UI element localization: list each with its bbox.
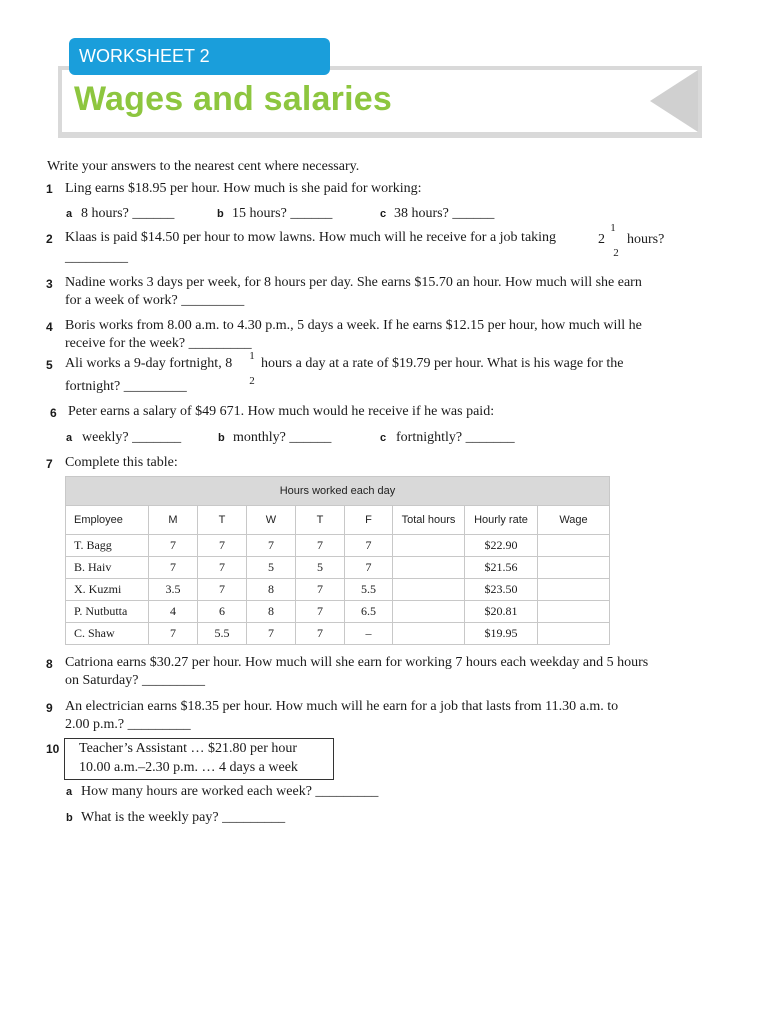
- question-text: Ali works a 9-day fortnight, 8: [65, 356, 233, 371]
- question-number: 1: [46, 182, 53, 196]
- column-header: Total hours: [393, 506, 465, 535]
- mixed-number-whole: 2: [598, 232, 605, 247]
- table-row: [66, 623, 610, 645]
- column-header: Wage: [538, 506, 610, 535]
- part-text: 8 hours? ______: [81, 206, 175, 221]
- total-hours-cell: [393, 623, 465, 645]
- column-header: T: [296, 506, 345, 535]
- wage-cell: [538, 623, 610, 645]
- part-label: b: [66, 812, 73, 824]
- question-number: 3: [46, 277, 53, 291]
- hours-cell: 7: [296, 623, 345, 645]
- wage-cell: [538, 601, 610, 623]
- worksheet-label: WORKSHEET 2: [69, 38, 330, 75]
- table-row: [66, 557, 610, 579]
- part-text: monthly? ______: [233, 430, 332, 445]
- hours-cell: 7: [149, 535, 198, 557]
- question-text: Klaas is paid $14.50 per hour to mow lawns. How much will he receive for a job taking: [65, 230, 557, 245]
- part-label: c: [380, 432, 387, 444]
- hours-cell: 8: [247, 601, 296, 623]
- total-hours-cell: [393, 579, 465, 601]
- question-text: 2.00 p.m.? _________: [65, 717, 191, 732]
- part-label: a: [66, 786, 73, 798]
- hours-cell: 5: [247, 557, 296, 579]
- hours-cell: 3.5: [149, 579, 198, 601]
- question-text: Complete this table:: [65, 455, 178, 470]
- question-number: 7: [46, 457, 53, 471]
- hours-table: [65, 476, 610, 645]
- question-text: fortnight? _________: [65, 379, 187, 394]
- hours-cell: 7: [149, 623, 198, 645]
- hours-cell: 7: [296, 579, 345, 601]
- part-text: weekly? _______: [82, 430, 182, 445]
- question-number: 10: [46, 742, 60, 756]
- hours-cell: 5: [296, 557, 345, 579]
- employee-cell: C. Shaw: [66, 623, 149, 645]
- fraction-numerator: 1: [249, 350, 255, 362]
- hours-cell: 5.5: [345, 579, 393, 601]
- page-title: Wages and salaries: [74, 80, 392, 118]
- wage-cell: [538, 557, 610, 579]
- hours-cell: –: [345, 623, 393, 645]
- question-text: An electrician earns $18.35 per hour. How much will he earn for a job that lasts from 11.30 a.m. to: [65, 699, 619, 714]
- hourly-rate-cell: $19.95: [465, 623, 538, 645]
- column-header: F: [345, 506, 393, 535]
- hourly-rate-cell: $23.50: [465, 579, 538, 601]
- fraction-denominator: 2: [249, 375, 255, 387]
- column-header: M: [149, 506, 198, 535]
- job-info-line: 10.00 a.m.–2.30 p.m. … 4 days a week: [79, 760, 298, 775]
- part-label: b: [217, 208, 224, 220]
- employee-cell: X. Kuzmi: [66, 579, 149, 601]
- wage-cell: [538, 579, 610, 601]
- total-hours-cell: [393, 601, 465, 623]
- part-text: 38 hours? ______: [394, 206, 495, 221]
- answer-line: _________: [65, 250, 128, 265]
- table-group-header: Hours worked each day: [66, 477, 610, 506]
- part-text: What is the weekly pay? _________: [81, 810, 286, 825]
- question-number: 5: [46, 358, 53, 372]
- instruction-text: Write your answers to the nearest cent where necessary.: [47, 159, 360, 174]
- hours-cell: 5.5: [198, 623, 247, 645]
- hours-cell: 7: [198, 535, 247, 557]
- question-text: Ling earns $18.95 per hour. How much is she paid for working:: [65, 181, 422, 196]
- part-text: fortnightly? _______: [396, 430, 515, 445]
- employee-cell: B. Haiv: [66, 557, 149, 579]
- hours-cell: 7: [149, 557, 198, 579]
- hours-cell: 7: [296, 601, 345, 623]
- total-hours-cell: [393, 557, 465, 579]
- hours-cell: 4: [149, 601, 198, 623]
- hourly-rate-cell: $20.81: [465, 601, 538, 623]
- employee-cell: T. Bagg: [66, 535, 149, 557]
- question-number: 2: [46, 232, 53, 246]
- fraction-denominator: 2: [613, 247, 619, 259]
- job-info-line: Teacher’s Assistant … $21.80 per hour: [79, 741, 298, 756]
- hourly-rate-cell: $21.56: [465, 557, 538, 579]
- question-number: 8: [46, 657, 53, 671]
- question-text: Catriona earns $30.27 per hour. How much will she earn for working 7 hours each weekday and 5 hours: [65, 655, 649, 670]
- hours-cell: 7: [247, 535, 296, 557]
- question-text: Boris works from 8.00 a.m. to 4.30 p.m., 5 days a week. If he earns $12.15 per hour, how much will he: [65, 318, 642, 333]
- hours-cell: 7: [198, 579, 247, 601]
- part-text: 15 hours? ______: [232, 206, 333, 221]
- question-number: 6: [50, 406, 57, 420]
- question-text: on Saturday? _________: [65, 673, 205, 688]
- table-row: [66, 579, 610, 601]
- hourly-rate-cell: $22.90: [465, 535, 538, 557]
- column-header: T: [198, 506, 247, 535]
- part-label: a: [66, 208, 73, 220]
- part-label: b: [218, 432, 225, 444]
- hours-cell: 8: [247, 579, 296, 601]
- question-number: 9: [46, 701, 53, 715]
- table-row: [66, 535, 610, 557]
- question-text: Peter earns a salary of $49 671. How much would he receive if he was paid:: [68, 404, 495, 419]
- hours-cell: 6.5: [345, 601, 393, 623]
- column-header: Hourly rate: [465, 506, 538, 535]
- question-number: 4: [46, 320, 53, 334]
- question-text: Nadine works 3 days per week, for 8 hours per day. She earns $15.70 an hour. How much will she earn: [65, 275, 642, 290]
- question-text: receive for the week? _________: [65, 336, 252, 351]
- employee-cell: P. Nutbutta: [66, 601, 149, 623]
- question-text: for a week of work? _________: [65, 293, 245, 308]
- hours-cell: 6: [198, 601, 247, 623]
- part-text: How many hours are worked each week? _________: [81, 784, 379, 799]
- total-hours-cell: [393, 535, 465, 557]
- question-text: hours a day at a rate of $19.79 per hour. What is his wage for the: [261, 356, 624, 371]
- fraction-numerator: 1: [610, 222, 616, 234]
- column-header: W: [247, 506, 296, 535]
- part-label: c: [380, 208, 387, 220]
- hours-cell: 7: [247, 623, 296, 645]
- table-row: [66, 601, 610, 623]
- hours-cell: 7: [296, 535, 345, 557]
- hours-cell: 7: [198, 557, 247, 579]
- question-text-tail: hours?: [627, 232, 665, 247]
- hours-cell: 7: [345, 535, 393, 557]
- column-header: Employee: [66, 506, 149, 535]
- part-label: a: [66, 432, 73, 444]
- wage-cell: [538, 535, 610, 557]
- hours-cell: 7: [345, 557, 393, 579]
